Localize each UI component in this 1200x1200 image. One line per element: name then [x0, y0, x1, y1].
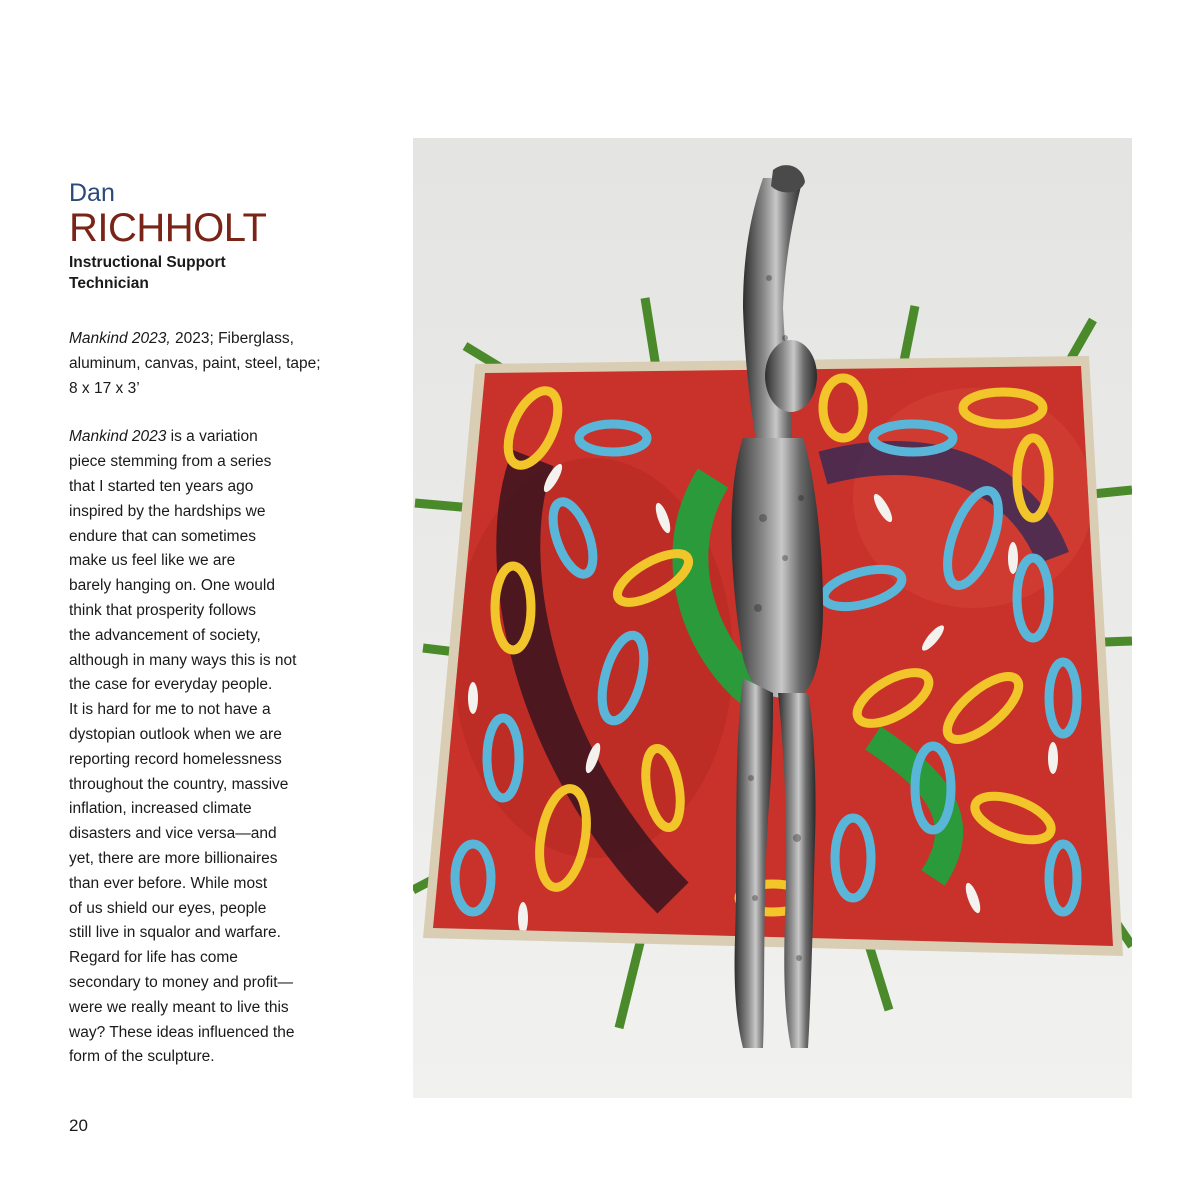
- statement-line: think that prosperity follows: [69, 601, 256, 619]
- statement-line: yet, there are more billionaires: [69, 849, 278, 867]
- artist-text-column: [69, 178, 331, 1070]
- statement-line: barely hanging on. One would: [69, 577, 275, 595]
- statement-line: that I started ten years ago: [69, 477, 254, 495]
- artwork-title: Mankind 2023,: [69, 330, 171, 347]
- statement-line: than ever before. While most: [69, 874, 268, 892]
- page-number: 20: [69, 1116, 88, 1135]
- artwork-caption: [69, 327, 331, 401]
- statement-line: Mankind 2023 is a variation: [69, 428, 258, 446]
- statement-line: although in many ways this is not: [69, 651, 297, 669]
- artist-role: Instructional Support Technician: [69, 254, 226, 292]
- statement-title: Mankind 2023: [69, 428, 167, 446]
- artist-last-name: RICHHOLT: [69, 206, 267, 250]
- statement-line: were we really meant to live this: [69, 998, 289, 1016]
- artwork-details: 2023; Fiberglass, aluminum, canvas, paint, steel, tape; 8 x 17 x 3’: [69, 330, 321, 397]
- statement-line: the advancement of society,: [69, 626, 261, 644]
- statement-line: piece stemming from a series: [69, 453, 272, 471]
- statement-line: make us feel like we are: [69, 552, 236, 570]
- statement-line: form of the sculpture.: [69, 1048, 215, 1066]
- artist-statement: [69, 425, 331, 1070]
- statement-line: inflation, increased climate: [69, 800, 252, 818]
- statement-line: endure that can sometimes: [69, 527, 256, 545]
- statement-line: Regard for life has come: [69, 949, 238, 967]
- artwork-illustration: [413, 138, 1132, 1098]
- statement-line: secondary to money and profit—: [69, 973, 294, 991]
- statement-line: the case for everyday people.: [69, 676, 273, 694]
- statement-line: dystopian outlook when we are: [69, 725, 282, 743]
- statement-line: of us shield our eyes, people: [69, 899, 267, 917]
- statement-line: throughout the country, massive: [69, 775, 289, 793]
- statement-line: disasters and vice versa—and: [69, 825, 277, 843]
- statement-line: inspired by the hardships we: [69, 502, 266, 520]
- artist-first-name: Dan: [69, 179, 115, 207]
- statement-line: still live in squalor and warfare.: [69, 924, 281, 942]
- statement-line: way? These ideas influenced the: [69, 1023, 295, 1041]
- statement-line: reporting record homelessness: [69, 750, 282, 768]
- artwork-photo: [413, 138, 1132, 1098]
- statement-line: It is hard for me to not have a: [69, 701, 271, 719]
